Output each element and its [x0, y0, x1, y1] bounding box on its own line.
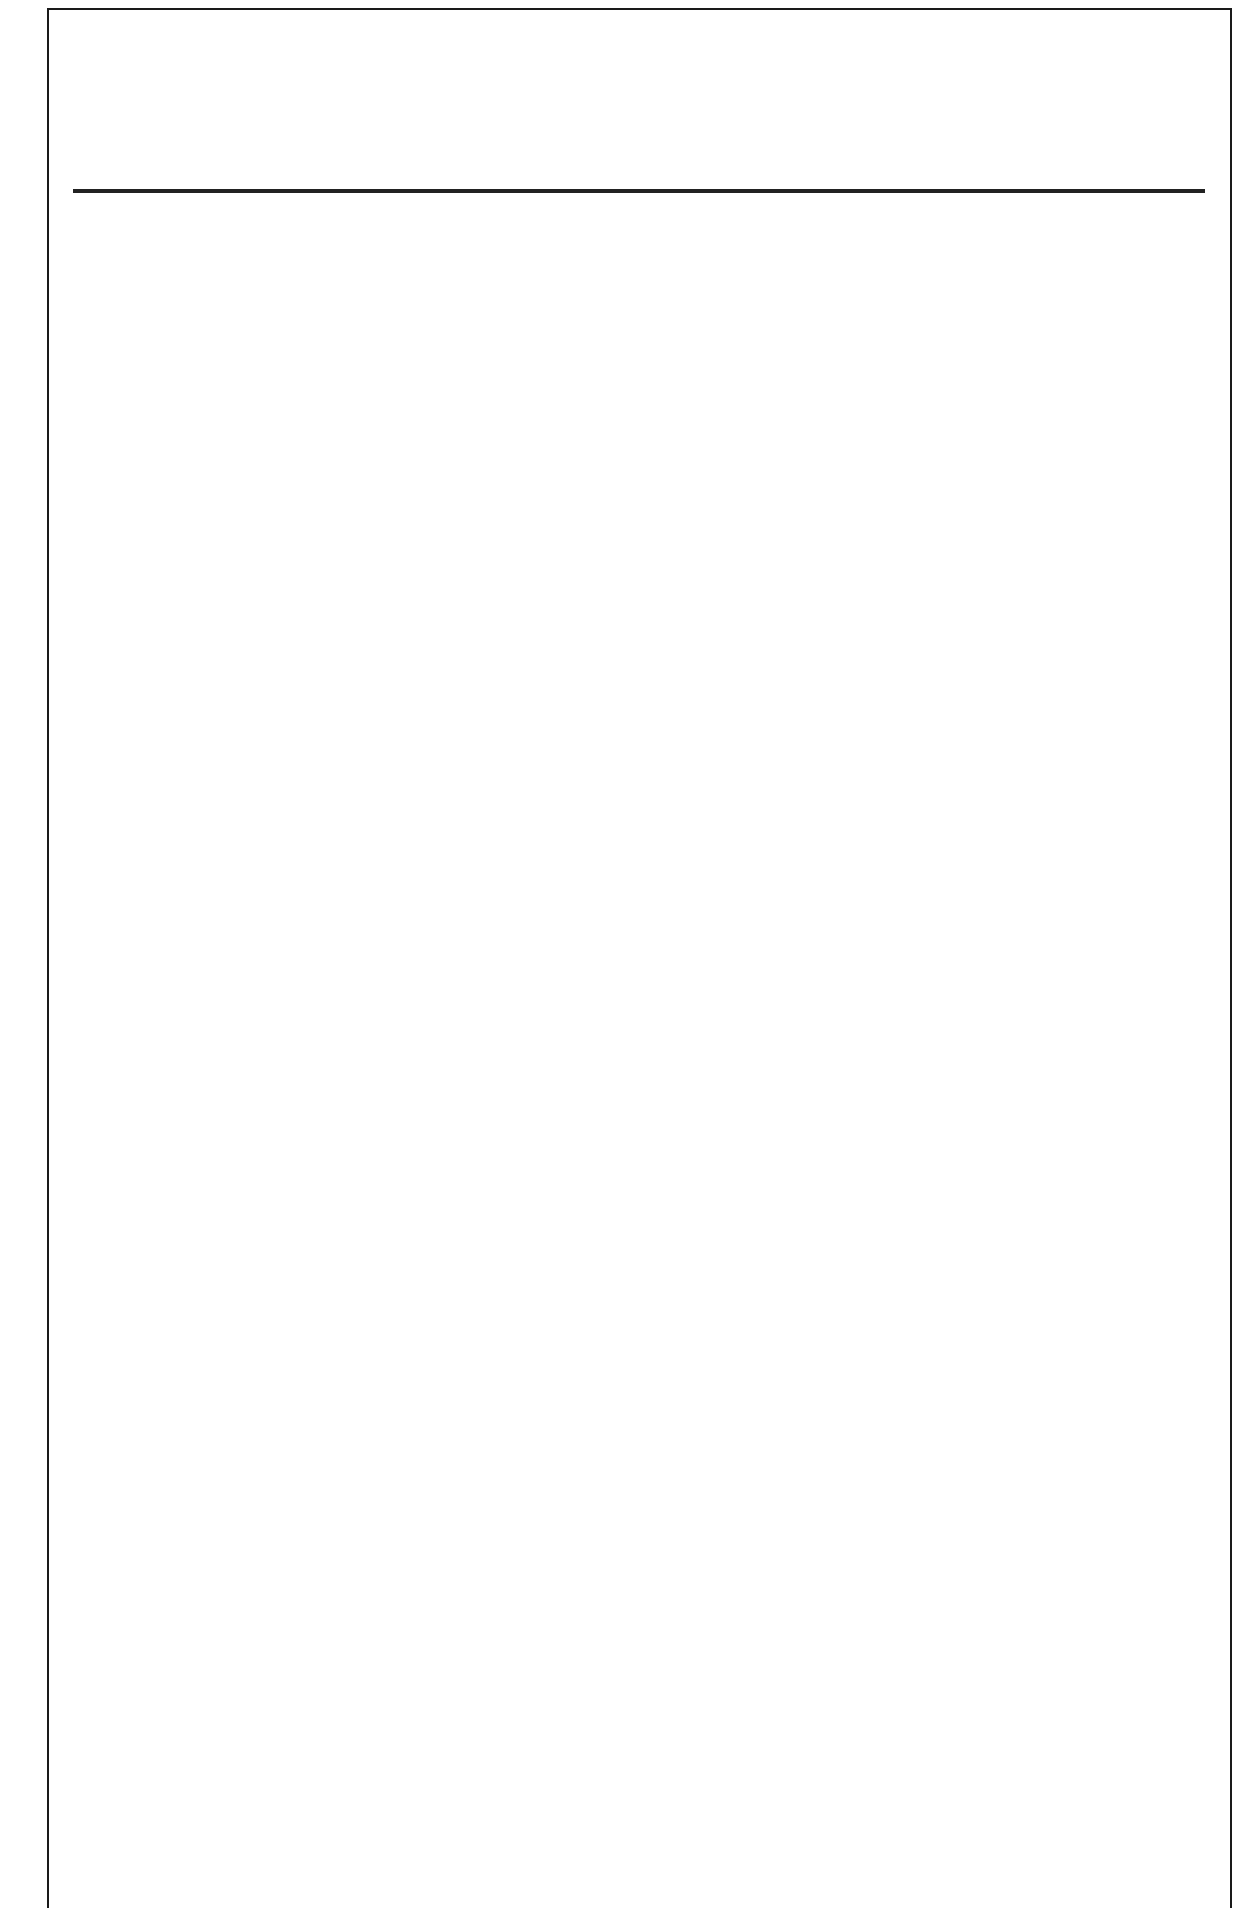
form-table: [73, 189, 1205, 193]
page-border: [47, 8, 1232, 1908]
form-header: [73, 36, 1078, 46]
